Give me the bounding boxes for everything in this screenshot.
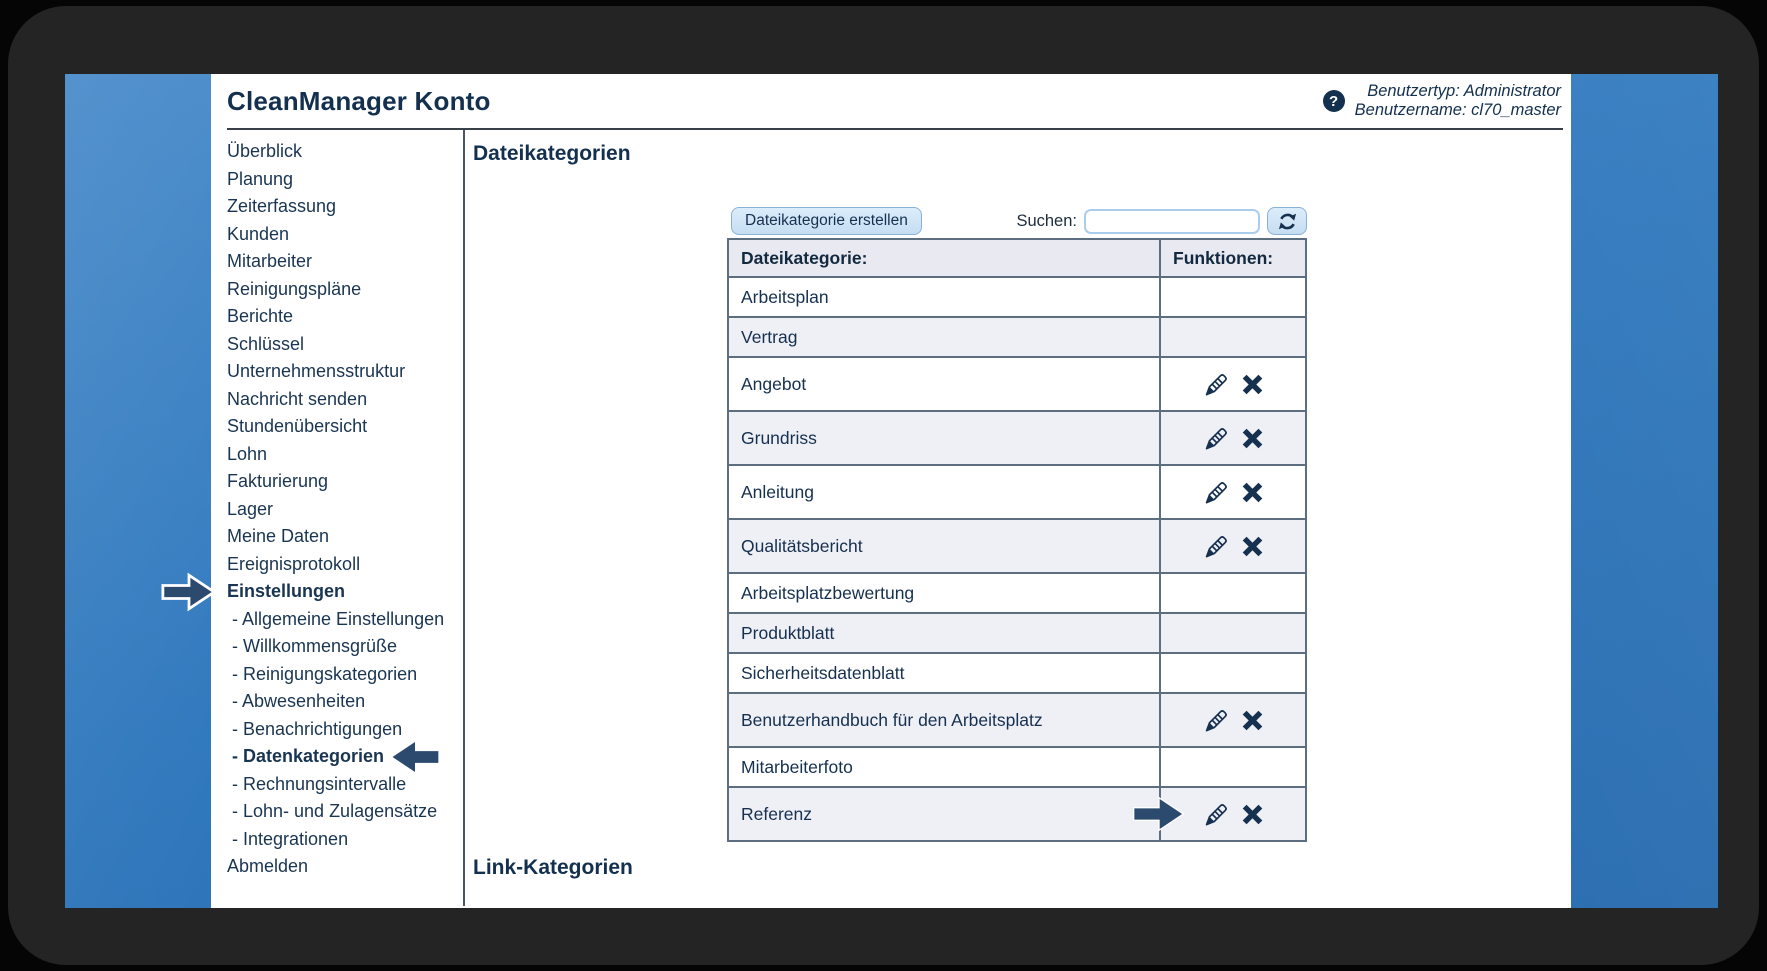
sidebar-item-label: Lager (227, 498, 274, 519)
sidebar-item-berblick[interactable] (227, 138, 463, 166)
search-input[interactable] (1084, 209, 1260, 234)
table-row-angebot (728, 357, 1306, 411)
sidebar-item-berichte[interactable] (227, 303, 463, 331)
sidebar-item-lohn[interactable] (227, 441, 463, 469)
section-title-link-kategorien: Link-Kategorien (473, 856, 633, 879)
row-actions-cell (1160, 277, 1306, 317)
sidebar-item-label: Schlüssel (227, 333, 305, 354)
row-actions (1161, 520, 1305, 572)
header-user-area (1323, 82, 1563, 120)
edit-pencil-icon[interactable] (1203, 425, 1230, 452)
row-actions (1161, 466, 1305, 518)
row-actions-cell (1160, 693, 1306, 747)
sidebar-item-label: - Integrationen (232, 828, 349, 849)
sidebar-item-meine-daten[interactable] (227, 523, 463, 551)
sidebar-item-integrationen[interactable] (227, 826, 463, 854)
file-categories-table (727, 238, 1307, 842)
table-body (728, 277, 1306, 841)
sidebar-item-abmelden[interactable] (227, 853, 463, 881)
delete-x-icon[interactable] (1242, 482, 1263, 503)
column-header-functions: Funktionen: (1160, 239, 1306, 277)
row-actions (1161, 358, 1305, 410)
sidebar-nav (211, 130, 463, 906)
file-categories-panel (727, 206, 1307, 842)
refresh-icon (1277, 211, 1298, 232)
row-actions-cell (1160, 411, 1306, 465)
sidebar-item-label: Kunden (227, 223, 290, 244)
table-row-benutzerhandbuch-f-r-den-arbeitsplatz (728, 693, 1306, 747)
file-category-cell: Vertrag (728, 317, 1160, 357)
sidebar-item-schl-ssel[interactable] (227, 331, 463, 359)
row-actions-cell (1160, 573, 1306, 613)
sidebar-item-label: Reinigungspläne (227, 278, 362, 299)
sidebar-item-label: Einstellungen (227, 581, 346, 601)
user-type-label: Benutzertyp: Administrator (1367, 82, 1561, 100)
row-actions-cell (1160, 747, 1306, 787)
file-category-cell: Sicherheitsdatenblatt (728, 653, 1160, 693)
edit-pencil-icon[interactable] (1203, 479, 1230, 506)
row-actions (1161, 412, 1305, 464)
table-row-grundriss (728, 411, 1306, 465)
sidebar-item-abwesenheiten[interactable] (227, 688, 463, 716)
search-group (1016, 207, 1307, 235)
sidebar-item-label: Fakturierung (227, 471, 329, 491)
device-frame (8, 6, 1759, 965)
sidebar-item-label: - Rechnungsintervalle (232, 773, 407, 794)
row-actions-cell (1160, 357, 1306, 411)
sidebar-item-kunden[interactable] (227, 221, 463, 249)
row-actions-cell (1160, 653, 1306, 693)
sidebar-item-label: Mitarbeiter (227, 251, 313, 271)
sidebar-item-label: Meine Daten (227, 526, 330, 546)
sidebar-item-mitarbeiter[interactable] (227, 248, 463, 276)
sidebar-item-label: Planung (227, 168, 294, 189)
sidebar-item-reinigungskategorien[interactable] (227, 661, 463, 689)
table-row-mitarbeiterfoto (728, 747, 1306, 787)
sidebar-item-label: Überblick (227, 141, 303, 161)
help-icon[interactable]: ? (1323, 90, 1345, 112)
sidebar-item-lohn-und-zulagens-tze[interactable] (227, 798, 463, 826)
sidebar-item-label: Stundenübersicht (227, 416, 368, 436)
row-actions-cell (1160, 465, 1306, 519)
file-category-cell: Benutzerhandbuch für den Arbeitsplatz (728, 693, 1160, 747)
sidebar-item-planung[interactable] (227, 166, 463, 194)
sidebar-item-label: Berichte (227, 306, 294, 326)
edit-pencil-icon[interactable] (1203, 801, 1230, 828)
file-category-cell: Qualitätsbericht (728, 519, 1160, 573)
table-row-anleitung (728, 465, 1306, 519)
file-category-cell: Grundriss (728, 411, 1160, 465)
sidebar-item-willkommensgr-e[interactable] (227, 633, 463, 661)
delete-x-icon[interactable] (1242, 374, 1263, 395)
sidebar-item-label: - Datenkategorien (232, 743, 384, 771)
table-row-sicherheitsdatenblatt (728, 653, 1306, 693)
sidebar-item-rechnungsintervalle[interactable] (227, 771, 463, 799)
sidebar-item-label: Unternehmensstruktur (227, 361, 406, 381)
edit-pencil-icon[interactable] (1203, 533, 1230, 560)
app-header (227, 74, 1563, 130)
refresh-button[interactable] (1267, 207, 1307, 235)
sidebar-item-lager[interactable] (227, 496, 463, 524)
app-window (211, 74, 1571, 908)
row-actions-cell (1160, 519, 1306, 573)
edit-pencil-icon[interactable] (1203, 707, 1230, 734)
sidebar-item-label: - Lohn- und Zulagensätze (232, 801, 438, 821)
table-row-qualit-tsbericht (728, 519, 1306, 573)
sidebar-item-label: Ereignisprotokoll (227, 553, 361, 574)
file-category-cell: Anleitung (728, 465, 1160, 519)
main-content (463, 130, 1571, 906)
user-name-label: Benutzername: cl70_master (1354, 101, 1561, 119)
delete-x-icon[interactable] (1242, 428, 1263, 449)
toolbar (727, 206, 1307, 236)
sidebar-item-datenkategorien[interactable] (227, 743, 463, 771)
sidebar-item-zeiterfassung[interactable] (227, 193, 463, 221)
table-row-referenz (728, 787, 1306, 841)
user-info (1355, 82, 1561, 120)
delete-x-icon[interactable] (1242, 536, 1263, 557)
page-title: CleanManager Konto (227, 85, 491, 116)
table-row-produktblatt (728, 613, 1306, 653)
sidebar-item-label: Zeiterfassung (227, 196, 337, 216)
search-label: Suchen: (1016, 211, 1077, 230)
edit-pencil-icon[interactable] (1203, 371, 1230, 398)
sidebar-item-ereignisprotokoll[interactable] (227, 551, 463, 579)
desktop-background (65, 74, 1718, 908)
row-actions-cell (1160, 787, 1306, 841)
file-category-cell: Referenz (728, 787, 1160, 841)
table-row-vertrag (728, 317, 1306, 357)
sidebar-item-label: Lohn (227, 443, 268, 464)
sidebar-item-unternehmensstruktur[interactable] (227, 358, 463, 386)
sidebar-item-label: - Allgemeine Einstellungen (232, 608, 445, 629)
table-row-arbeitsplatzbewertung (728, 573, 1306, 613)
file-category-cell: Mitarbeiterfoto (728, 747, 1160, 787)
file-category-cell: Angebot (728, 357, 1160, 411)
row-actions (1161, 694, 1305, 746)
sidebar-item-label: - Willkommensgrüße (232, 636, 398, 656)
file-category-cell: Arbeitsplan (728, 277, 1160, 317)
section-title-dateikategorien: Dateikategorien (473, 142, 631, 165)
sidebar-item-nachricht-senden[interactable] (227, 386, 463, 414)
sidebar-item-label: Nachricht senden (227, 388, 368, 409)
file-category-cell: Produktblatt (728, 613, 1160, 653)
annotation-arrow-right-icon (1131, 795, 1187, 833)
row-actions-cell (1160, 317, 1306, 357)
sidebar-item-label: - Abwesenheiten (232, 691, 366, 711)
sidebar-item-reinigungspl-ne[interactable] (227, 276, 463, 304)
create-category-button[interactable]: Dateikategorie erstellen (731, 207, 922, 235)
sidebar-item-label: - Reinigungskategorien (232, 663, 418, 684)
sidebar-item-stunden-bersicht[interactable] (227, 413, 463, 441)
sidebar-item-allgemeine-einstellungen[interactable] (227, 606, 463, 634)
sidebar-item-fakturierung[interactable] (227, 468, 463, 496)
delete-x-icon[interactable] (1242, 710, 1263, 731)
delete-x-icon[interactable] (1242, 804, 1263, 825)
table-header-row (728, 239, 1306, 277)
sidebar-item-einstellungen[interactable] (227, 578, 463, 606)
column-header-category: Dateikategorie: (728, 239, 1160, 277)
sidebar-item-label: - Benachrichtigungen (232, 718, 403, 739)
table-row-arbeitsplan (728, 277, 1306, 317)
annotation-arrow-right-icon (161, 571, 217, 613)
row-actions-cell (1160, 613, 1306, 653)
file-category-cell: Arbeitsplatzbewertung (728, 573, 1160, 613)
sidebar-item-label: Abmelden (227, 856, 309, 876)
